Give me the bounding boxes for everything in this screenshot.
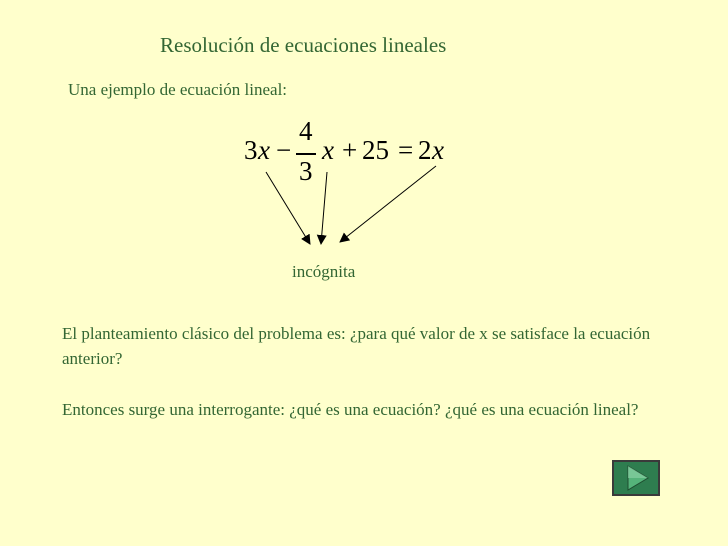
arrow-from-rhs-x: [340, 166, 436, 242]
unknown-label: incógnita: [292, 262, 356, 281]
rhs-variable: x: [432, 135, 444, 165]
page-title: Resolución de ecuaciones lineales: [160, 33, 447, 57]
plus-sign: +: [342, 135, 358, 165]
paragraph-question: Entonces surge una interrogante: ¿qué es una ecuación? ¿qué es una ecuación lineal?: [62, 400, 639, 419]
fraction-denominator: 3: [299, 156, 313, 186]
play-triangle-icon: [614, 462, 658, 494]
equals-sign: =: [398, 135, 414, 165]
constant-term: 25: [362, 135, 389, 165]
term2-variable: x: [322, 135, 334, 165]
rhs-coefficient: 2: [418, 135, 432, 165]
term1-coefficient: 3: [244, 135, 258, 165]
arrow-from-first-x: [266, 172, 310, 244]
intro-text: Una ejemplo de ecuación lineal:: [68, 80, 288, 99]
paragraph-problem: El planteamiento clásico del problema es: ¿para qué valor de x se satisface la ecuación anterior?: [62, 324, 651, 368]
arrow-from-second-x: [321, 172, 327, 244]
next-slide-button[interactable]: [612, 460, 660, 496]
minus-sign: −: [276, 135, 292, 165]
term1-variable: x: [258, 135, 270, 165]
fraction-numerator: 4: [299, 116, 313, 146]
